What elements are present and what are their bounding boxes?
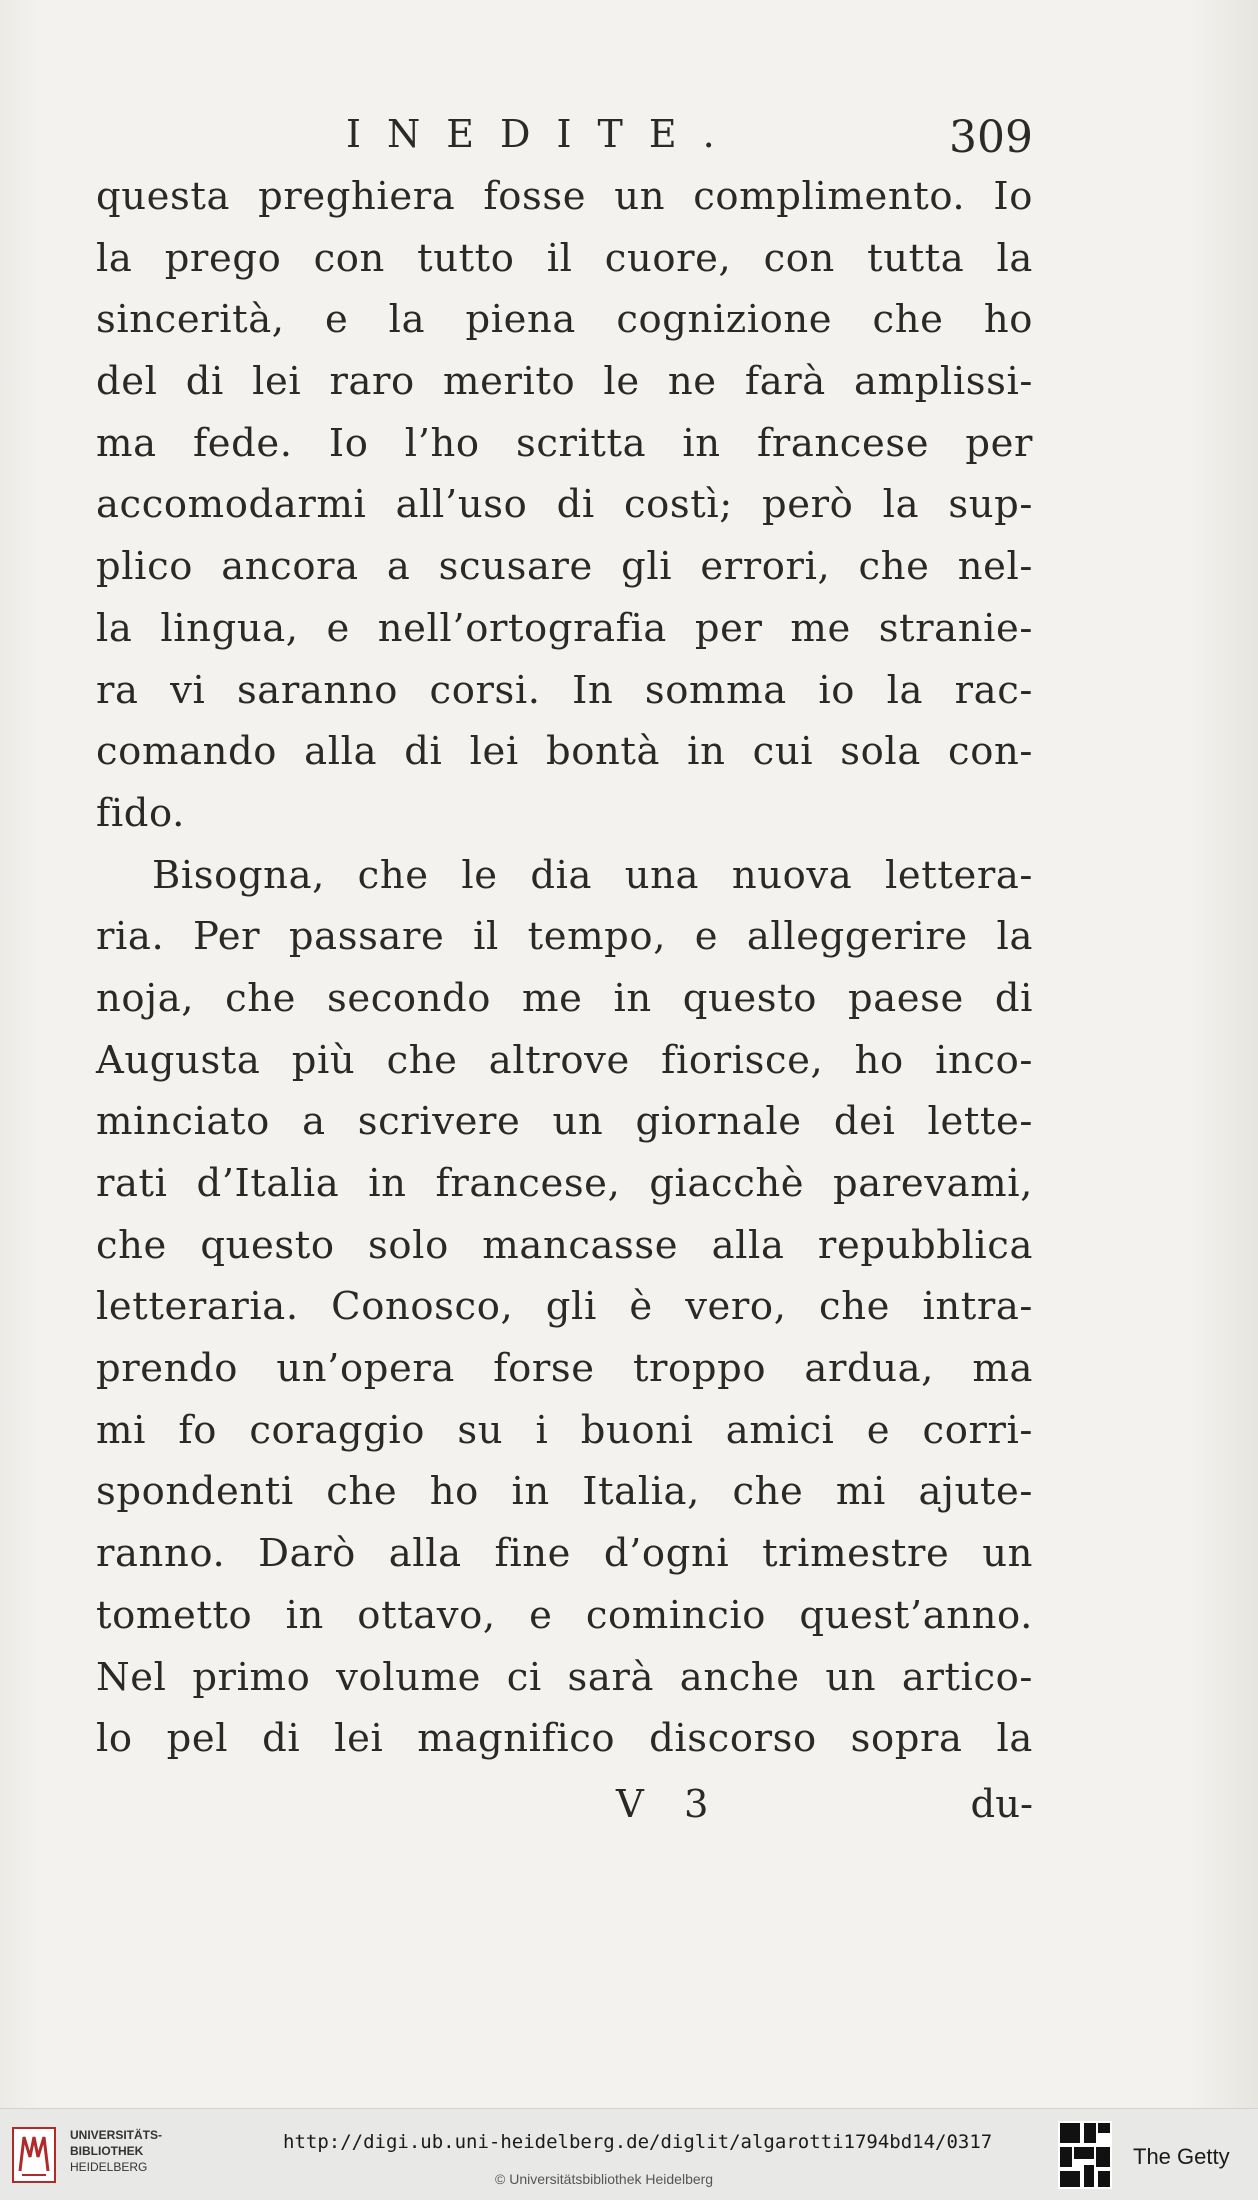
text-line: letteraria. Conosco, gli è vero, che intra-: [96, 1284, 1033, 1330]
text-line: la lingua, e nell’ortografia per me stranie-: [96, 605, 1033, 651]
copyright-notice: © Universitätsbibliothek Heidelberg: [495, 2171, 714, 2187]
university-seal-icon: [12, 2127, 56, 2183]
text-line: accomodarmi all’uso di costì; però la sup-: [96, 482, 1033, 528]
text-line: plico ancora a scusare gli errori, che nel-: [96, 544, 1033, 590]
catchword: du-: [970, 1782, 1033, 1827]
text-line: prendo un’opera forse troppo ardua, ma: [96, 1346, 1033, 1392]
text-line: la prego con tutto il cuore, con tutta la: [96, 235, 1033, 281]
permalink-url[interactable]: http://digi.ub.uni-heidelberg.de/diglit/algarotti1794bd14/0317: [283, 2131, 993, 2153]
text-line: questa preghiera fosse un complimento. Io: [96, 174, 1033, 219]
text-line: lo pel di lei magnifico discorso sopra la: [96, 1716, 1033, 1762]
page-foot: [96, 1782, 1033, 1842]
text-line: Nel primo volume ci sarà anche un artico-: [96, 1654, 1033, 1700]
text-line: minciato a scrivere un giornale dei lette-: [96, 1099, 1033, 1145]
signature-mark: V 3: [616, 1782, 723, 1827]
text-line: tometto in ottavo, e comincio quest’anno.: [96, 1592, 1033, 1638]
text-line: ria. Per passare il tempo, e alleggerire la: [96, 914, 1033, 960]
institution-name: [70, 2127, 162, 2175]
text-line: ra vi saranno corsi. In somma io la rac-: [96, 667, 1033, 713]
text-line: sincerità, e la piena cognizione che ho: [96, 297, 1033, 343]
viewer-footer: [0, 2108, 1258, 2200]
page-number: 309: [949, 112, 1033, 163]
text-line: fido.: [96, 790, 185, 836]
running-title: INEDITE.: [346, 112, 741, 156]
text-line: ma fede. Io l’ho scritta in francese per: [96, 420, 1033, 466]
text-line: ranno. Darò alla fine d’ogni trimestre un: [96, 1531, 1033, 1577]
institution-line: BIBLIOTHEK: [70, 2144, 144, 2158]
institution-line: HEIDELBERG: [70, 2160, 148, 2174]
getty-logo-icon: [1058, 2121, 1112, 2189]
body-text: [96, 166, 1033, 1770]
text-line: noja, che secondo me in questo paese di: [96, 975, 1033, 1021]
text-line: spondenti che ho in Italia, che mi ajute-: [96, 1469, 1033, 1515]
text-line: del di lei raro merito le ne farà amplissi-: [96, 359, 1033, 405]
partner-name: The Getty: [1133, 2144, 1230, 2169]
text-line: mi fo coraggio su i buoni amici e corri-: [96, 1407, 1033, 1453]
running-head: [96, 112, 1033, 168]
text-line: rati d’Italia in francese, giacchè parevami,: [96, 1161, 1033, 1206]
institution-line: UNIVERSITÄTS-: [70, 2128, 163, 2142]
text-line: che questo solo mancasse alla repubblica: [96, 1222, 1033, 1268]
text-line: Augusta più che altrove fiorisce, ho inco-: [96, 1037, 1033, 1083]
text-line: Bisogna, che le dia una nuova lettera-: [152, 852, 1033, 898]
text-line: comando alla di lei bontà in cui sola con-: [96, 729, 1033, 775]
